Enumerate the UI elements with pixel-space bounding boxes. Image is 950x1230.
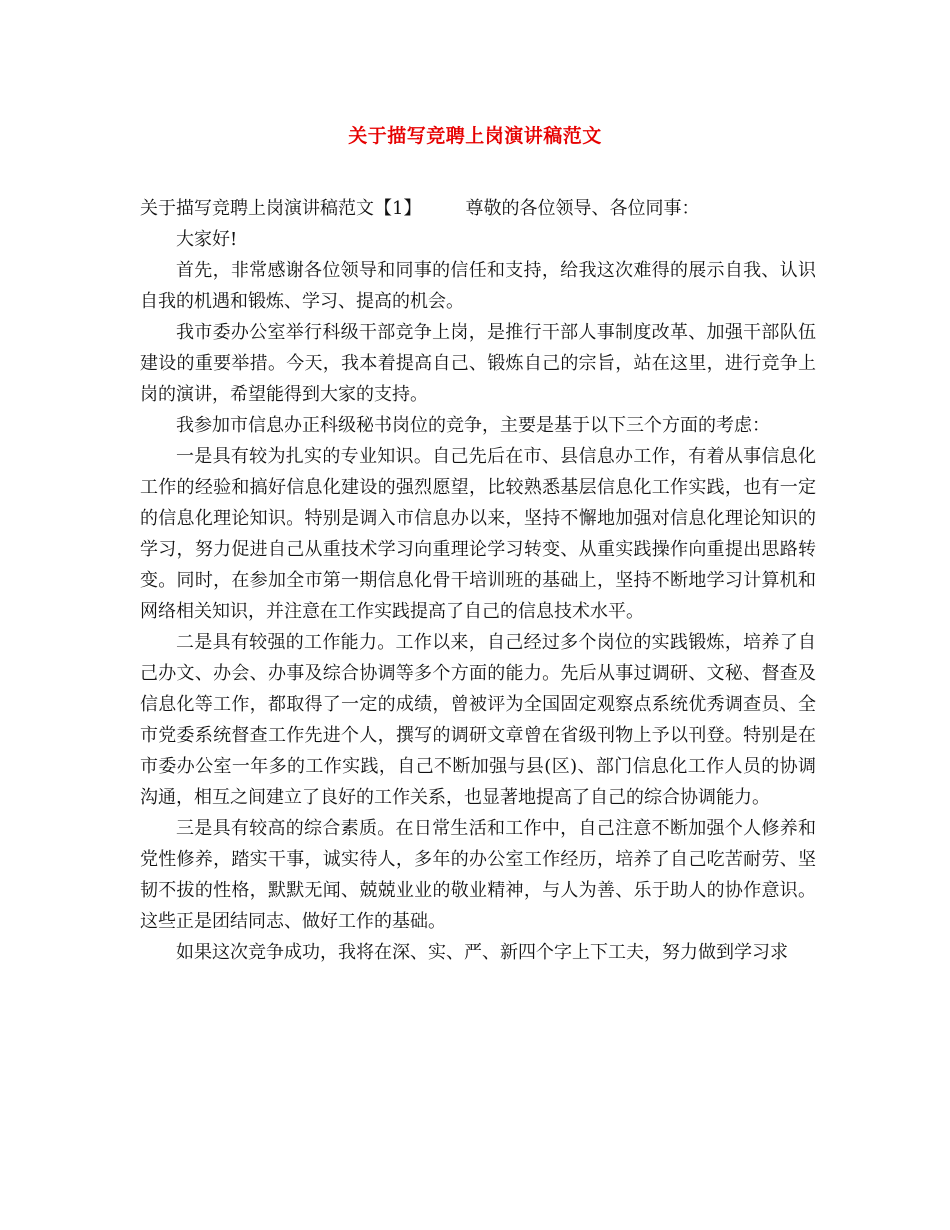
paragraph-thanks: 首先，非常感谢各位领导和同事的信任和支持，给我这次难得的展示自我、认识自我的机遇和锻炼、学习、提高的机会。 — [140, 260, 816, 312]
document-body — [140, 193, 816, 968]
paragraph-quality: 三是具有较高的综合素质。在日常生活和工作中，自己注意不断加强个人修养和党性修养，踏实干事，诚实待人，多年的办公室工作经历，培养了自己吃苦耐劳、坚韧不拔的性格，默默无闻、兢兢业业的敬业精神，与人为善、乐于助人的协作意识。这些正是团结同志、做好工作的基础。 — [140, 818, 816, 932]
paragraph-commitment: 如果这次竞争成功，我将在深、实、严、新四个字上下工夫，努力做到学习求 — [176, 942, 788, 963]
paragraph-greeting: 大家好! — [176, 229, 238, 250]
document-title: 关于描写竞聘上岗演讲稿范文 — [348, 125, 602, 147]
paragraph-knowledge: 一是具有较为扎实的专业知识。自己先后在市、县信息办工作，有着从事信息化工作的经验和搞好信息化建设的强烈愿望，比较熟悉基层信息化工作实践，也有一定的信息化理论知识。特别是调入市信息办以来，坚持不懈地加强对信息化理论知识的学习，努力促进自己从重技术学习向重理论学习转变、从重实践操作向重提出思路转变。同时，在参加全市第一期信息化骨干培训班的基础上，坚持不断地学习计算机和网络相关知识，并注意在工作实践提高了自己的信息技术水平。 — [140, 446, 816, 622]
paragraph-context: 我市委办公室举行科级干部竞争上岗，是推行干部人事制度改革、加强干部队伍建设的重要举措。今天，我本着提高自己、锻炼自己的宗旨，站在这里，进行竞争上岗的演讲，希望能得到大家的支持。 — [140, 322, 816, 405]
section-heading: 关于描写竞聘上岗演讲稿范文【1】 — [140, 198, 422, 219]
heading-line — [140, 193, 816, 224]
paragraph-ability: 二是具有较强的工作能力。工作以来，自己经过多个岗位的实践锻炼，培养了自己办文、办会、办事及综合协调等多个方面的能力。先后从事过调研、文秘、督查及信息化等工作，都取得了一定的成绩，曾被评为全国固定观察点系统优秀调查员、全市党委系统督查工作先进个人，撰写的调研文章曾在省级刊物上予以刊登。特别是在市委办公室一年多的工作实践，自己不断加强与县(区)、部门信息化工作人员的协调沟通，相互之间建立了良好的工作关系，也显著地提高了自己的综合协调能力。 — [140, 632, 816, 808]
salutation: 尊敬的各位领导、各位同事： — [465, 198, 700, 219]
paragraph-position: 我参加市信息办正科级秘书岗位的竞争，主要是基于以下三个方面的考虑： — [176, 415, 770, 436]
